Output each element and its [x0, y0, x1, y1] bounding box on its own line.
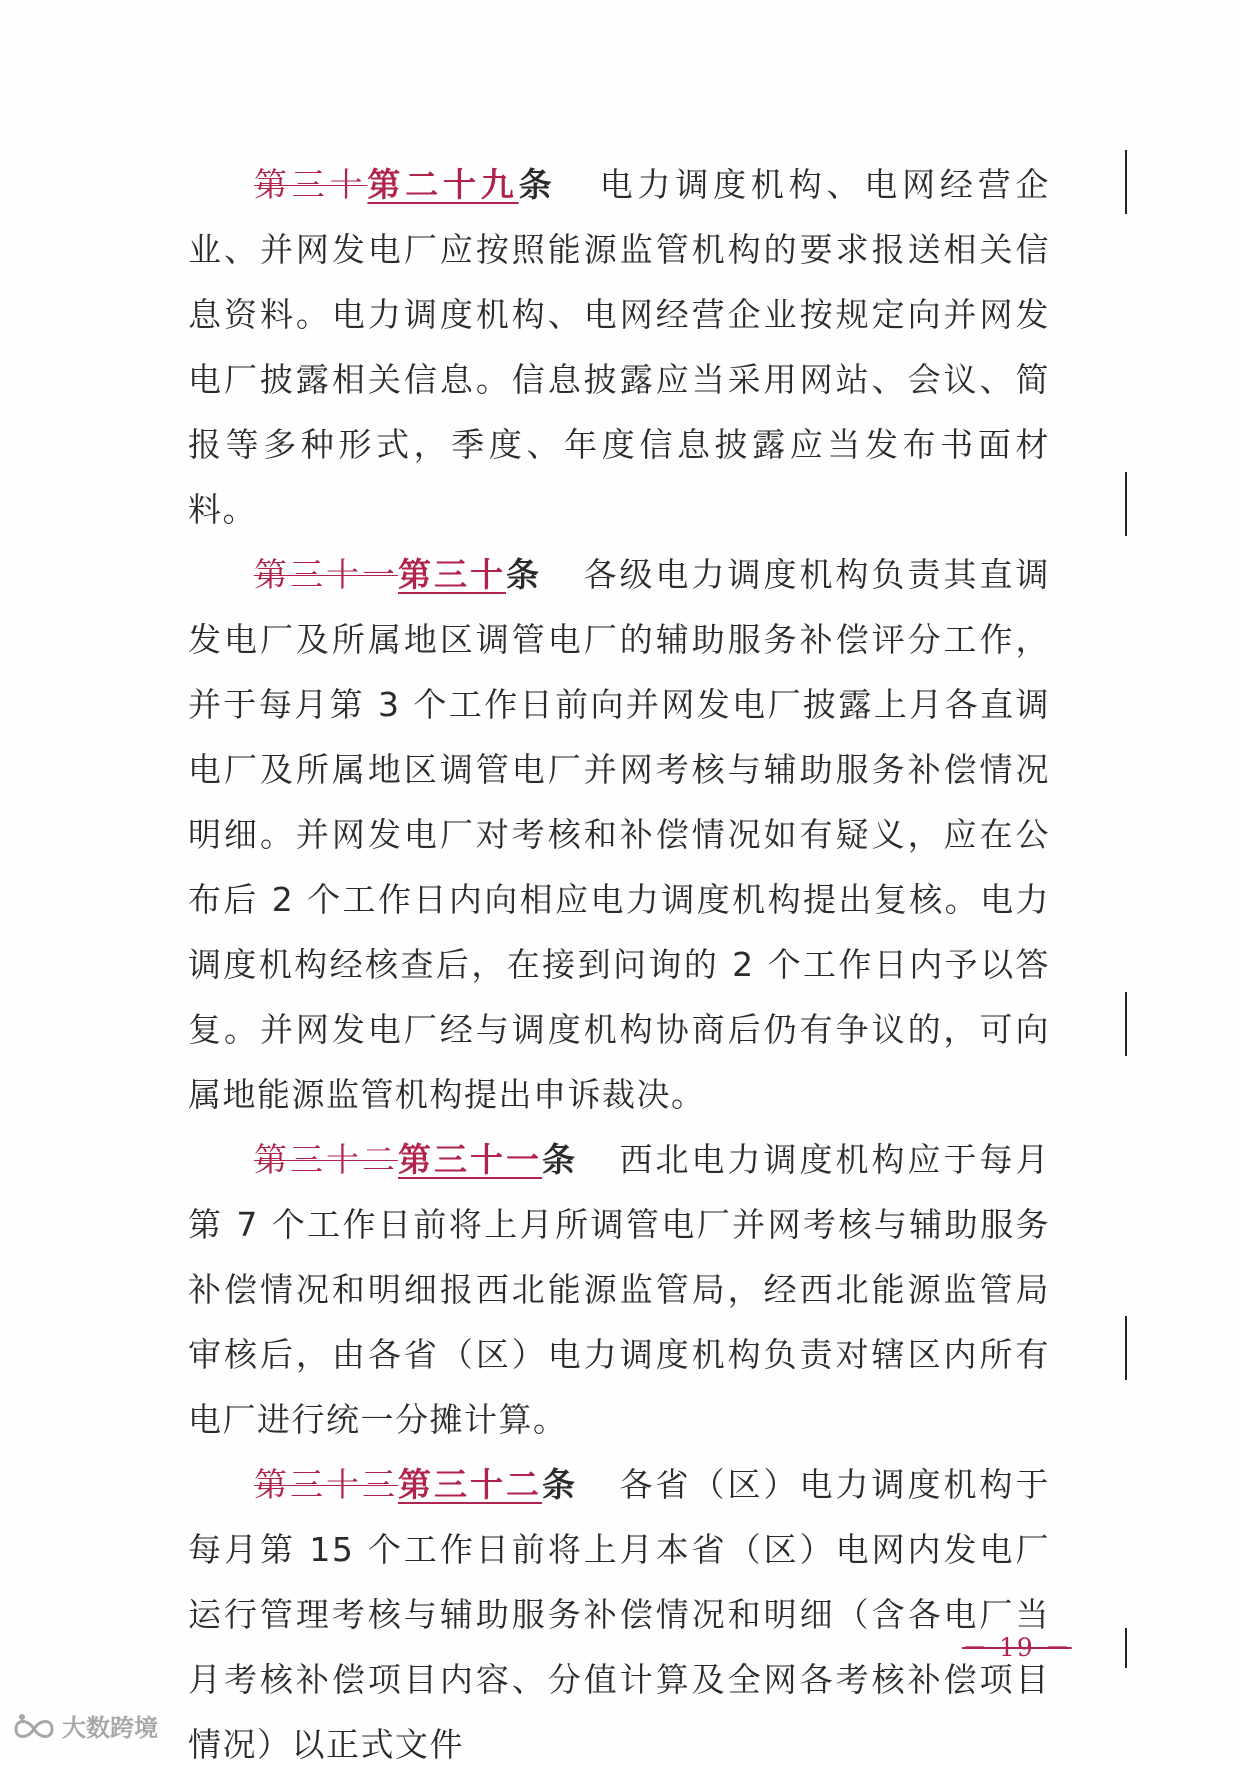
article-body: 电力调度机构、电网经营企业、并网发电厂应按照能源监管机构的要求报送相关信息资料。电力调度机构、电网经营企业按规定向并网发电厂披露相关信息。信息披露应当采用网站、会议、简报等多种形式，季度、年度信息披露应当发布书面材料。 — [188, 165, 1051, 529]
article-body: 西北电力调度机构应于每月第 7 个工作日前将上月所调管电厂并网考核与辅助服务补偿情况和明细报西北能源监管局，经西北能源监管局审核后，由各省（区）电力调度机构负责对辖区内所有电厂进行统一分摊计算。 — [188, 1140, 1050, 1439]
deleted-article-number: 第三十一 — [254, 555, 398, 594]
change-bar-article-32 — [1125, 1316, 1127, 1380]
article-30 — [188, 542, 1050, 1127]
infinity-logo-icon — [12, 1711, 56, 1741]
change-bar-article-30 — [1125, 472, 1127, 536]
article-31 — [188, 1127, 1050, 1452]
change-bar-footer — [1125, 1628, 1127, 1668]
article-suffix: 条 — [542, 1465, 578, 1504]
article-suffix: 条 — [506, 555, 542, 594]
article-suffix: 条 — [518, 165, 557, 204]
article-32 — [188, 1452, 1050, 1777]
watermark-text: 大数跨境 — [62, 1714, 158, 1742]
inserted-article-number: 第二十九 — [367, 165, 519, 204]
inserted-article-number: 第三十二 — [398, 1465, 542, 1504]
article-suffix: 条 — [542, 1140, 578, 1179]
article-column — [188, 152, 1050, 1777]
deleted-article-number: 第三十三 — [254, 1465, 398, 1504]
page-number: － 19 － — [962, 1633, 1072, 1662]
inserted-article-number: 第三十 — [398, 555, 506, 594]
deleted-article-number: 第三十二 — [254, 1140, 398, 1179]
change-bar-article-31 — [1125, 992, 1127, 1056]
deleted-article-number: 第三十 — [254, 165, 368, 204]
article-29 — [188, 152, 1050, 542]
change-bar-article-29 — [1125, 150, 1127, 214]
article-body: 各级电力调度机构负责其直调发电厂及所属地区调管电厂的辅助服务补偿评分工作，并于每月第 3 个工作日前向并网发电厂披露上月各直调电厂及所属地区调管电厂并网考核与辅助服务补偿情况明细。并网发电厂对考核和补偿情况如有疑义，应在公布后 2 个工作日内向相应电力调度机构提出复核。电力调度机构经核查后，在接到问询的 2 个工作日内予以答复。并网发电厂经与调度机构协商后仍有争议的，可向属地能源监管机构提出申诉裁决。 — [188, 555, 1050, 1114]
watermark — [12, 1708, 158, 1743]
inserted-article-number: 第三十一 — [398, 1140, 542, 1179]
article-body: 各省（区）电力调度机构于每月第 15 个工作日前将上月本省（区）电网内发电厂运行管理考核与辅助服务补偿情况和明细（含各电厂当月考核补偿项目内容、分值计算及全网各考核补偿项目情况）以正式文件 — [188, 1465, 1050, 1764]
